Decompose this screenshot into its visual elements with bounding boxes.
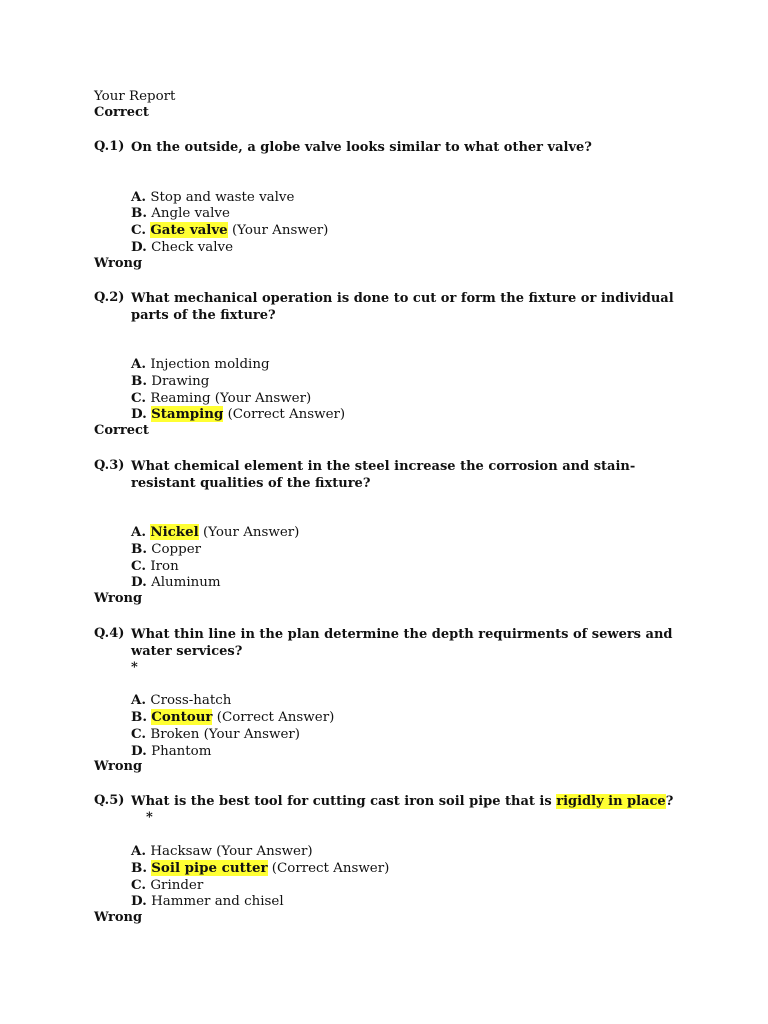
option-letter: D. <box>131 574 147 590</box>
question-4-status: Wrong <box>94 759 143 774</box>
option-letter: D. <box>131 743 147 759</box>
option-note: (Correct Answer) <box>267 861 390 876</box>
question-5-status: Wrong <box>94 910 143 925</box>
option-letter: C. <box>131 222 147 238</box>
question-3-option-a <box>131 524 299 541</box>
question-5-star: * <box>146 810 153 825</box>
option-text-highlighted: Stamping <box>151 406 224 422</box>
question-1-option-c <box>131 222 328 239</box>
option-letter: A. <box>131 843 147 859</box>
option-text-highlighted: Contour <box>151 709 213 725</box>
question-3-status: Wrong <box>94 591 143 606</box>
question-3-option-d <box>131 574 221 591</box>
question-1-option-a <box>131 189 294 206</box>
option-text: Hacksaw <box>150 844 212 859</box>
question-4-option-b <box>131 709 334 726</box>
question-2-option-d <box>131 406 345 423</box>
question-text-part: ? <box>665 794 674 809</box>
option-letter: B. <box>131 205 147 221</box>
option-text: Copper <box>151 542 202 557</box>
question-1-option-b <box>131 205 230 222</box>
question-4-number: Q.4) <box>94 626 125 641</box>
question-4-option-d <box>131 743 211 760</box>
option-letter: C. <box>131 726 147 742</box>
question-5-text <box>131 793 676 810</box>
question-5-option-b <box>131 860 389 877</box>
option-letter: C. <box>131 558 147 574</box>
question-1-option-d <box>131 239 233 256</box>
question-2-status: Correct <box>94 423 149 438</box>
option-letter: D. <box>131 893 147 909</box>
option-letter: B. <box>131 709 147 725</box>
option-note: (Correct Answer) <box>212 710 335 725</box>
option-letter: A. <box>131 524 147 540</box>
option-text-highlighted: Gate valve <box>150 222 228 238</box>
option-letter: B. <box>131 373 147 389</box>
question-1-number: Q.1) <box>94 139 125 154</box>
question-text-part: What is the best tool for cutting cast iron soil pipe that is <box>131 794 557 809</box>
question-5-number: Q.5) <box>94 793 125 808</box>
question-2-text: What mechanical operation is done to cut or form the fixture or individual parts of the fixture? <box>131 291 674 323</box>
question-5-option-d <box>131 893 284 910</box>
option-text: Drawing <box>151 374 210 389</box>
option-note: (Your Answer) <box>211 844 313 859</box>
option-note: (Your Answer) <box>210 391 312 406</box>
option-text-highlighted: Soil pipe cutter <box>151 860 268 876</box>
question-1-status: Wrong <box>94 256 143 271</box>
question-5-option-c <box>131 877 203 894</box>
option-note: (Correct Answer) <box>223 407 346 422</box>
question-4-text: What thin line in the plan determine the depth requirments of sewers and water services? <box>131 627 673 659</box>
question-1-text: On the outside, a globe valve looks similar to what other valve? <box>131 140 592 155</box>
question-3-option-b <box>131 541 201 558</box>
option-text: Aluminum <box>151 575 221 590</box>
question-4-option-a <box>131 692 231 709</box>
question-2-number: Q.2) <box>94 290 125 305</box>
option-text: Stop and waste valve <box>150 190 295 205</box>
option-letter: B. <box>131 541 147 557</box>
option-text: Hammer and chisel <box>151 894 284 909</box>
option-text: Grinder <box>150 878 204 893</box>
option-text: Broken <box>150 727 200 742</box>
question-2-option-c <box>131 390 311 407</box>
option-text: Iron <box>150 559 179 574</box>
initial-status: Correct <box>94 105 149 120</box>
option-letter: A. <box>131 692 147 708</box>
option-text: Injection molding <box>150 357 270 372</box>
question-2-option-a <box>131 356 270 373</box>
question-5-option-a <box>131 843 313 860</box>
option-note: (Your Answer) <box>199 727 301 742</box>
question-4-star: * <box>131 660 138 675</box>
question-3-option-c <box>131 558 179 575</box>
option-letter: B. <box>131 860 147 876</box>
question-2-option-b <box>131 373 209 390</box>
option-note: (Your Answer) <box>198 525 300 540</box>
option-letter: A. <box>131 356 147 372</box>
option-text: Cross-hatch <box>150 693 232 708</box>
question-text-highlighted: rigidly in place <box>556 794 666 809</box>
question-4-option-c <box>131 726 300 743</box>
option-text: Check valve <box>151 240 234 255</box>
option-note: (Your Answer) <box>227 223 329 238</box>
option-text-highlighted: Nickel <box>150 524 199 540</box>
question-3-text: What chemical element in the steel increase the corrosion and stain-resistant qualities of the fixture? <box>131 459 636 491</box>
option-letter: A. <box>131 189 147 205</box>
option-text: Angle valve <box>151 206 230 221</box>
report-title: Your Report <box>94 89 176 104</box>
option-letter: C. <box>131 390 147 406</box>
question-3-number: Q.3) <box>94 458 125 473</box>
option-letter: D. <box>131 406 147 422</box>
option-letter: C. <box>131 877 147 893</box>
option-letter: D. <box>131 239 147 255</box>
option-text: Reaming <box>150 391 211 406</box>
option-text: Phantom <box>151 744 212 759</box>
